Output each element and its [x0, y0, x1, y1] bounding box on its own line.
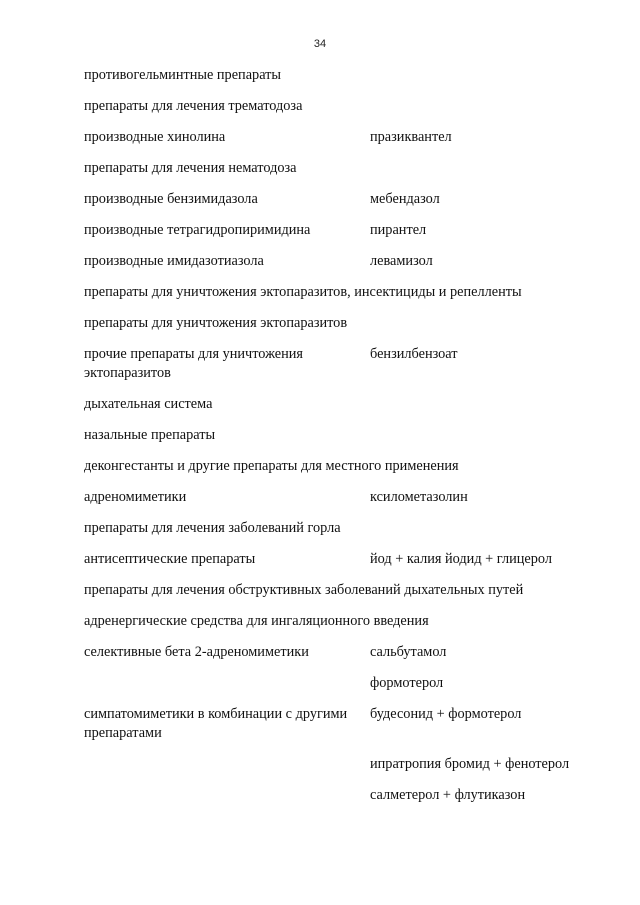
drug-name: салметерол + флутиказон [370, 787, 526, 803]
list-row [84, 426, 584, 445]
category-label: деконгестанты и другие препараты для местного применения [84, 458, 459, 474]
page-number: 34 [313, 38, 327, 50]
list-row [84, 97, 584, 116]
category-label: производные бензимидазола [84, 191, 258, 207]
drug-name: левамизол [370, 253, 433, 269]
list-row [84, 786, 584, 805]
category-label: производные имидазотиазола [84, 253, 264, 269]
list-row [84, 755, 584, 774]
drug-name: празиквантел [370, 129, 452, 145]
drug-name: мебендазол [370, 191, 440, 207]
category-label: селективные бета 2-адреномиметики [84, 644, 309, 660]
category-label: производные хинолина [84, 129, 226, 145]
category-label: адреномиметики [84, 489, 187, 505]
category-label: адренергические средства для ингаляционного введения [84, 613, 429, 629]
category-label: препараты для лечения заболеваний горла [84, 520, 341, 536]
list-row [84, 519, 584, 538]
category-label: препараты для уничтожения эктопаразитов, инсектициды и репелленты [84, 284, 522, 300]
category-label: препараты для уничтожения эктопаразитов [84, 315, 348, 331]
category-label: прочие препараты для уничтожения эктопаразитов [84, 346, 303, 381]
list-row [84, 190, 584, 209]
list-row [84, 550, 584, 569]
drug-name: сальбутамол [370, 644, 447, 660]
list-row [84, 705, 584, 743]
list-row [84, 612, 584, 631]
list-row [84, 159, 584, 178]
category-label: препараты для лечения нематодоза [84, 160, 297, 176]
list-row [84, 395, 584, 414]
category-label: препараты для лечения обструктивных заболеваний дыхательных путей [84, 582, 524, 598]
category-label: препараты для лечения трематодоза [84, 98, 303, 114]
category-label: назальные препараты [84, 427, 216, 443]
drug-name: пирантел [370, 222, 427, 238]
list-row [84, 345, 584, 383]
list-row [84, 314, 584, 333]
list-row [84, 674, 584, 693]
drug-name: ипратропия бромид + фенотерол [370, 756, 570, 772]
list-row [84, 581, 584, 600]
drug-name: формотерол [370, 675, 444, 691]
drug-name: будесонид + формотерол [370, 706, 522, 722]
list-row [84, 221, 584, 240]
list-row [84, 643, 584, 662]
list-row [84, 488, 584, 507]
drug-list [84, 66, 584, 817]
category-label: антисептические препараты [84, 551, 256, 567]
list-row [84, 457, 584, 476]
list-row [84, 66, 584, 85]
list-row [84, 128, 584, 147]
drug-name: бензилбензоат [370, 346, 458, 362]
category-label: дыхательная система [84, 396, 213, 412]
list-row [84, 283, 584, 302]
drug-name: ксилометазолин [370, 489, 468, 505]
drug-name: йод + калия йодид + глицерол [370, 551, 552, 567]
category-label: противогельминтные препараты [84, 67, 282, 83]
category-label: производные тетрагидропиримидина [84, 222, 311, 238]
list-row [84, 252, 584, 271]
category-label: симпатомиметики в комбинации с другими препаратами [84, 706, 348, 741]
